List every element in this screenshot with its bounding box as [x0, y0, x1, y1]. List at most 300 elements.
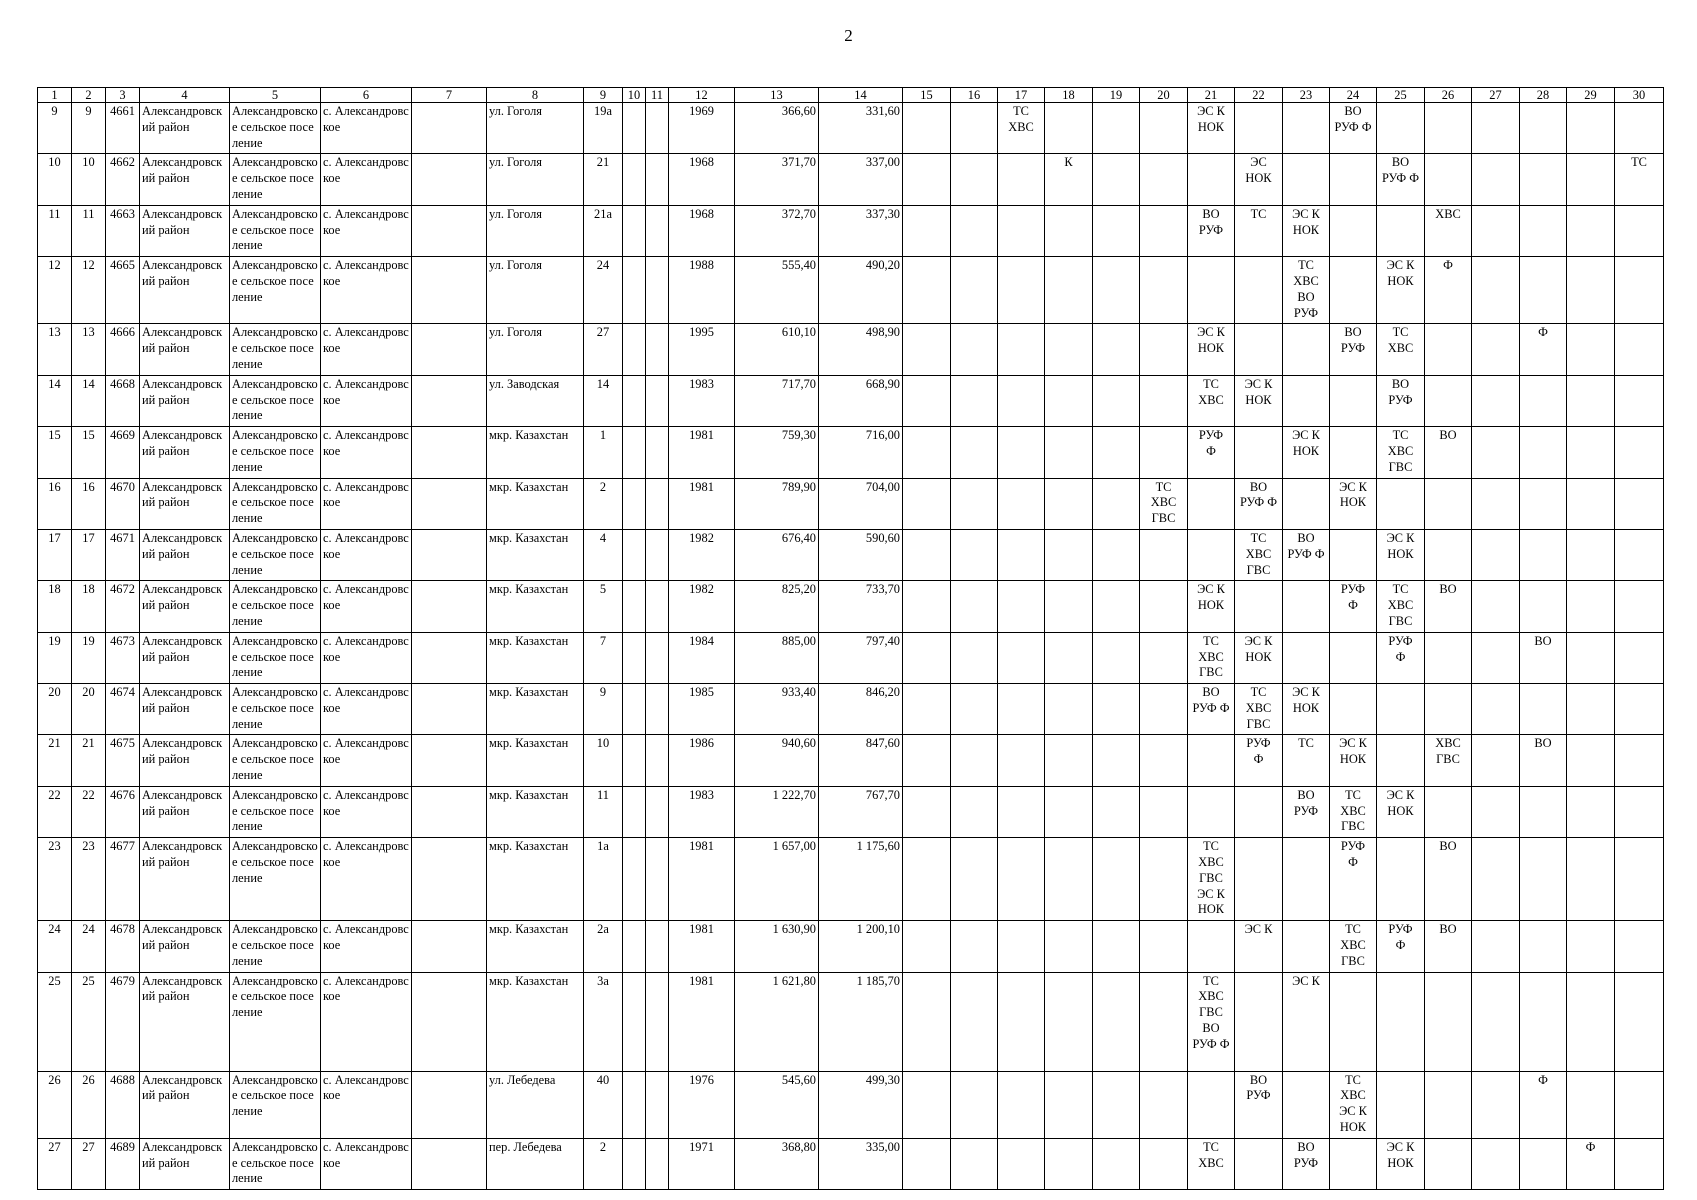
table-row [38, 581, 1664, 632]
cell-col-15 [903, 154, 951, 205]
cell-col-26: Ф [1425, 257, 1472, 324]
cell-col-11 [646, 921, 669, 972]
cell-col-22: ТС ХВС ГВС [1235, 529, 1283, 580]
cell-col-29 [1567, 529, 1615, 580]
cell-col-24: РУФ Ф [1330, 838, 1377, 921]
cell-col-19 [1093, 735, 1140, 786]
cell-col-20 [1140, 324, 1188, 375]
cell-col-6: с. Александровское [321, 529, 412, 580]
cell-col-19 [1093, 581, 1140, 632]
cell-col-17 [998, 324, 1045, 375]
cell-col-26 [1425, 786, 1472, 837]
cell-col-14: 331,60 [819, 103, 903, 154]
cell-col-10 [623, 1138, 646, 1189]
cell-col-9: 7 [584, 632, 623, 683]
cell-col-7 [412, 375, 487, 426]
cell-col-30 [1615, 838, 1664, 921]
cell-col-10 [623, 632, 646, 683]
cell-col-13: 372,70 [735, 205, 819, 256]
cell-col-23: ВО РУФ [1283, 786, 1330, 837]
cell-col-25: РУФ Ф [1377, 921, 1425, 972]
cell-col-10 [623, 581, 646, 632]
cell-col-11 [646, 786, 669, 837]
cell-col-29 [1567, 735, 1615, 786]
cell-col-4: Александровский район [140, 1138, 230, 1189]
cell-col-11 [646, 375, 669, 426]
cell-col-3: 4670 [106, 478, 140, 529]
table-row [38, 632, 1664, 683]
cell-col-15 [903, 375, 951, 426]
cell-col-26 [1425, 1071, 1472, 1138]
cell-col-30 [1615, 103, 1664, 154]
cell-col-13: 933,40 [735, 684, 819, 735]
cell-col-3: 4663 [106, 205, 140, 256]
cell-col-9: 24 [584, 257, 623, 324]
cell-col-11 [646, 581, 669, 632]
cell-col-2: 10 [72, 154, 106, 205]
cell-col-23 [1283, 581, 1330, 632]
cell-col-2: 21 [72, 735, 106, 786]
cell-col-1: 21 [38, 735, 72, 786]
cell-col-24 [1330, 205, 1377, 256]
cell-col-12: 1981 [669, 478, 735, 529]
cell-col-17 [998, 735, 1045, 786]
cell-col-9: 1а [584, 838, 623, 921]
cell-col-30 [1615, 972, 1664, 1071]
cell-col-21: ВО РУФ [1188, 205, 1235, 256]
column-number-27: 27 [1472, 88, 1520, 103]
table-row [38, 972, 1664, 1071]
cell-col-25 [1377, 478, 1425, 529]
cell-col-6: с. Александровское [321, 205, 412, 256]
cell-col-14: 1 185,70 [819, 972, 903, 1071]
cell-col-28: ВО [1520, 735, 1567, 786]
cell-col-12: 1981 [669, 838, 735, 921]
page-number: 2 [844, 26, 853, 45]
cell-col-7 [412, 205, 487, 256]
cell-col-27 [1472, 375, 1520, 426]
cell-col-30 [1615, 427, 1664, 478]
cell-col-14: 1 200,10 [819, 921, 903, 972]
column-number-2: 2 [72, 88, 106, 103]
cell-col-11 [646, 427, 669, 478]
cell-col-14: 590,60 [819, 529, 903, 580]
column-number-6: 6 [321, 88, 412, 103]
cell-col-7 [412, 921, 487, 972]
cell-col-3: 4674 [106, 684, 140, 735]
cell-col-16 [951, 103, 998, 154]
cell-col-2: 13 [72, 324, 106, 375]
cell-col-11 [646, 632, 669, 683]
cell-col-30 [1615, 684, 1664, 735]
cell-col-22: ЭС К НОК [1235, 375, 1283, 426]
cell-col-13: 366,60 [735, 103, 819, 154]
cell-col-23 [1283, 154, 1330, 205]
cell-col-1: 9 [38, 103, 72, 154]
cell-col-5: Александровское сельское поселение [230, 324, 321, 375]
cell-col-19 [1093, 1071, 1140, 1138]
cell-col-27 [1472, 257, 1520, 324]
cell-col-1: 16 [38, 478, 72, 529]
cell-col-25: ТС ХВС [1377, 324, 1425, 375]
cell-col-16 [951, 972, 998, 1071]
cell-col-5: Александровское сельское поселение [230, 684, 321, 735]
cell-col-19 [1093, 838, 1140, 921]
cell-col-14: 335,00 [819, 1138, 903, 1189]
column-number-24: 24 [1330, 88, 1377, 103]
cell-col-2: 27 [72, 1138, 106, 1189]
cell-col-5: Александровское сельское поселение [230, 581, 321, 632]
cell-col-7 [412, 735, 487, 786]
cell-col-30 [1615, 581, 1664, 632]
cell-col-11 [646, 257, 669, 324]
cell-col-3: 4668 [106, 375, 140, 426]
column-number-25: 25 [1377, 88, 1425, 103]
cell-col-3: 4671 [106, 529, 140, 580]
cell-col-6: с. Александровское [321, 786, 412, 837]
cell-col-21: ТС ХВС ГВС ВО РУФ Ф [1188, 972, 1235, 1071]
cell-col-10 [623, 921, 646, 972]
column-number-29: 29 [1567, 88, 1615, 103]
cell-col-14: 847,60 [819, 735, 903, 786]
cell-col-12: 1981 [669, 921, 735, 972]
cell-col-24: ТС ХВС ГВС [1330, 921, 1377, 972]
cell-col-24: ВО РУФ Ф [1330, 103, 1377, 154]
cell-col-9: 4 [584, 529, 623, 580]
cell-col-1: 15 [38, 427, 72, 478]
cell-col-24 [1330, 427, 1377, 478]
cell-col-20 [1140, 786, 1188, 837]
cell-col-22: ТС [1235, 205, 1283, 256]
cell-col-17 [998, 838, 1045, 921]
column-number-5: 5 [230, 88, 321, 103]
cell-col-21 [1188, 1071, 1235, 1138]
cell-col-4: Александровский район [140, 154, 230, 205]
cell-col-28 [1520, 1138, 1567, 1189]
cell-col-17 [998, 529, 1045, 580]
cell-col-7 [412, 103, 487, 154]
column-number-14: 14 [819, 88, 903, 103]
cell-col-16 [951, 257, 998, 324]
cell-col-29 [1567, 1071, 1615, 1138]
cell-col-2: 20 [72, 684, 106, 735]
cell-col-23 [1283, 103, 1330, 154]
cell-col-7 [412, 838, 487, 921]
cell-col-18 [1045, 838, 1093, 921]
cell-col-14: 1 175,60 [819, 838, 903, 921]
cell-col-20: ТС ХВС ГВС [1140, 478, 1188, 529]
cell-col-23 [1283, 921, 1330, 972]
cell-col-5: Александровское сельское поселение [230, 1138, 321, 1189]
cell-col-12: 1983 [669, 375, 735, 426]
column-number-3: 3 [106, 88, 140, 103]
table-row [38, 921, 1664, 972]
cell-col-27 [1472, 921, 1520, 972]
cell-col-18 [1045, 427, 1093, 478]
column-number-18: 18 [1045, 88, 1093, 103]
cell-col-29 [1567, 205, 1615, 256]
cell-col-2: 15 [72, 427, 106, 478]
cell-col-20 [1140, 581, 1188, 632]
cell-col-30 [1615, 786, 1664, 837]
cell-col-2: 17 [72, 529, 106, 580]
cell-col-17 [998, 427, 1045, 478]
cell-col-17 [998, 684, 1045, 735]
cell-col-4: Александровский район [140, 205, 230, 256]
cell-col-12: 1971 [669, 1138, 735, 1189]
cell-col-19 [1093, 375, 1140, 426]
cell-col-21 [1188, 786, 1235, 837]
cell-col-29 [1567, 478, 1615, 529]
cell-col-29 [1567, 838, 1615, 921]
cell-col-22: РУФ Ф [1235, 735, 1283, 786]
cell-col-25 [1377, 1071, 1425, 1138]
cell-col-17 [998, 205, 1045, 256]
cell-col-15 [903, 921, 951, 972]
cell-col-2: 12 [72, 257, 106, 324]
column-number-23: 23 [1283, 88, 1330, 103]
table-row [38, 1071, 1664, 1138]
cell-col-1: 22 [38, 786, 72, 837]
table-row [38, 1138, 1664, 1189]
cell-col-13: 545,60 [735, 1071, 819, 1138]
cell-col-13: 555,40 [735, 257, 819, 324]
cell-col-15 [903, 324, 951, 375]
cell-col-26 [1425, 972, 1472, 1071]
cell-col-21 [1188, 478, 1235, 529]
cell-col-24 [1330, 972, 1377, 1071]
cell-col-24 [1330, 1138, 1377, 1189]
cell-col-25 [1377, 684, 1425, 735]
cell-col-1: 10 [38, 154, 72, 205]
cell-col-28 [1520, 375, 1567, 426]
cell-col-8: мкр. Казахстан [487, 684, 584, 735]
cell-col-9: 2 [584, 478, 623, 529]
cell-col-3: 4661 [106, 103, 140, 154]
cell-col-23: ЭС К НОК [1283, 427, 1330, 478]
cell-col-6: с. Александровское [321, 103, 412, 154]
cell-col-3: 4689 [106, 1138, 140, 1189]
cell-col-20 [1140, 632, 1188, 683]
cell-col-23 [1283, 375, 1330, 426]
cell-col-9: 21а [584, 205, 623, 256]
column-number-header-row [38, 88, 1664, 103]
cell-col-17 [998, 1071, 1045, 1138]
cell-col-13: 940,60 [735, 735, 819, 786]
cell-col-20 [1140, 427, 1188, 478]
cell-col-7 [412, 427, 487, 478]
cell-col-27 [1472, 103, 1520, 154]
cell-col-4: Александровский район [140, 1071, 230, 1138]
cell-col-20 [1140, 838, 1188, 921]
table-row [38, 324, 1664, 375]
cell-col-28 [1520, 921, 1567, 972]
cell-col-12: 1988 [669, 257, 735, 324]
column-number-7: 7 [412, 88, 487, 103]
cell-col-26 [1425, 632, 1472, 683]
cell-col-16 [951, 154, 998, 205]
cell-col-25: ЭС К НОК [1377, 529, 1425, 580]
cell-col-8: мкр. Казахстан [487, 786, 584, 837]
cell-col-15 [903, 427, 951, 478]
cell-col-8: мкр. Казахстан [487, 972, 584, 1071]
cell-col-22: ЭС К НОК [1235, 632, 1283, 683]
cell-col-1: 17 [38, 529, 72, 580]
cell-col-12: 1968 [669, 154, 735, 205]
cell-col-13: 789,90 [735, 478, 819, 529]
cell-col-30 [1615, 735, 1664, 786]
cell-col-10 [623, 972, 646, 1071]
cell-col-13: 676,40 [735, 529, 819, 580]
cell-col-12: 1982 [669, 529, 735, 580]
cell-col-1: 13 [38, 324, 72, 375]
cell-col-17 [998, 921, 1045, 972]
cell-col-28: ВО [1520, 632, 1567, 683]
cell-col-10 [623, 735, 646, 786]
cell-col-26 [1425, 154, 1472, 205]
cell-col-8: мкр. Казахстан [487, 581, 584, 632]
cell-col-2: 22 [72, 786, 106, 837]
cell-col-21: ВО РУФ Ф [1188, 684, 1235, 735]
cell-col-29 [1567, 375, 1615, 426]
cell-col-4: Александровский район [140, 921, 230, 972]
cell-col-13: 368,80 [735, 1138, 819, 1189]
cell-col-20 [1140, 375, 1188, 426]
cell-col-29 [1567, 921, 1615, 972]
cell-col-25 [1377, 205, 1425, 256]
cell-col-29 [1567, 154, 1615, 205]
cell-col-10 [623, 205, 646, 256]
cell-col-27 [1472, 786, 1520, 837]
cell-col-14: 846,20 [819, 684, 903, 735]
cell-col-11 [646, 529, 669, 580]
cell-col-18 [1045, 1138, 1093, 1189]
cell-col-23 [1283, 324, 1330, 375]
cell-col-18 [1045, 735, 1093, 786]
cell-col-3: 4679 [106, 972, 140, 1071]
cell-col-6: с. Александровское [321, 632, 412, 683]
cell-col-5: Александровское сельское поселение [230, 257, 321, 324]
cell-col-26: ВО [1425, 581, 1472, 632]
cell-col-10 [623, 684, 646, 735]
cell-col-25: ЭС К НОК [1377, 786, 1425, 837]
cell-col-17 [998, 972, 1045, 1071]
cell-col-22 [1235, 972, 1283, 1071]
cell-col-6: с. Александровское [321, 735, 412, 786]
cell-col-30 [1615, 478, 1664, 529]
cell-col-11 [646, 684, 669, 735]
cell-col-6: с. Александровское [321, 1071, 412, 1138]
cell-col-13: 1 630,90 [735, 921, 819, 972]
cell-col-15 [903, 632, 951, 683]
cell-col-16 [951, 632, 998, 683]
cell-col-21: ЭС К НОК [1188, 103, 1235, 154]
column-number-12: 12 [669, 88, 735, 103]
cell-col-7 [412, 1138, 487, 1189]
cell-col-15 [903, 838, 951, 921]
cell-col-12: 1985 [669, 684, 735, 735]
cell-col-5: Александровское сельское поселение [230, 632, 321, 683]
cell-col-6: с. Александровское [321, 921, 412, 972]
cell-col-28 [1520, 478, 1567, 529]
cell-col-17 [998, 786, 1045, 837]
cell-col-17 [998, 1138, 1045, 1189]
cell-col-18 [1045, 375, 1093, 426]
cell-col-30 [1615, 632, 1664, 683]
cell-col-15 [903, 205, 951, 256]
cell-col-30 [1615, 1138, 1664, 1189]
cell-col-3: 4669 [106, 427, 140, 478]
cell-col-7 [412, 632, 487, 683]
cell-col-7 [412, 786, 487, 837]
cell-col-17 [998, 257, 1045, 324]
cell-col-17: ТС ХВС [998, 103, 1045, 154]
cell-col-4: Александровский район [140, 375, 230, 426]
cell-col-22 [1235, 786, 1283, 837]
cell-col-16 [951, 838, 998, 921]
cell-col-5: Александровское сельское поселение [230, 375, 321, 426]
cell-col-22 [1235, 427, 1283, 478]
cell-col-19 [1093, 103, 1140, 154]
cell-col-3: 4666 [106, 324, 140, 375]
cell-col-27 [1472, 972, 1520, 1071]
cell-col-8: мкр. Казахстан [487, 529, 584, 580]
cell-col-20 [1140, 921, 1188, 972]
cell-col-21: РУФ Ф [1188, 427, 1235, 478]
cell-col-10 [623, 786, 646, 837]
cell-col-2: 26 [72, 1071, 106, 1138]
cell-col-18 [1045, 1071, 1093, 1138]
cell-col-20 [1140, 257, 1188, 324]
cell-col-28 [1520, 838, 1567, 921]
cell-col-30 [1615, 375, 1664, 426]
cell-col-7 [412, 257, 487, 324]
cell-col-14: 337,00 [819, 154, 903, 205]
cell-col-23: ТС ХВС ВО РУФ [1283, 257, 1330, 324]
cell-col-21 [1188, 529, 1235, 580]
column-number-11: 11 [646, 88, 669, 103]
cell-col-26 [1425, 103, 1472, 154]
cell-col-4: Александровский район [140, 581, 230, 632]
cell-col-27 [1472, 581, 1520, 632]
cell-col-6: с. Александровское [321, 257, 412, 324]
cell-col-16 [951, 529, 998, 580]
cell-col-20 [1140, 684, 1188, 735]
cell-col-23: ЭС К НОК [1283, 205, 1330, 256]
cell-col-24: ВО РУФ [1330, 324, 1377, 375]
cell-col-23: ВО РУФ Ф [1283, 529, 1330, 580]
cell-col-11 [646, 103, 669, 154]
table-row [38, 478, 1664, 529]
cell-col-16 [951, 921, 998, 972]
cell-col-19 [1093, 324, 1140, 375]
cell-col-22 [1235, 324, 1283, 375]
cell-col-9: 2 [584, 1138, 623, 1189]
cell-col-28: Ф [1520, 324, 1567, 375]
cell-col-26: ХВС ГВС [1425, 735, 1472, 786]
cell-col-3: 4672 [106, 581, 140, 632]
cell-col-2: 14 [72, 375, 106, 426]
cell-col-27 [1472, 684, 1520, 735]
cell-col-28 [1520, 103, 1567, 154]
cell-col-5: Александровское сельское поселение [230, 735, 321, 786]
cell-col-19 [1093, 529, 1140, 580]
cell-col-30 [1615, 205, 1664, 256]
cell-col-25 [1377, 972, 1425, 1071]
cell-col-22 [1235, 581, 1283, 632]
cell-col-22: ВО РУФ Ф [1235, 478, 1283, 529]
cell-col-29 [1567, 103, 1615, 154]
